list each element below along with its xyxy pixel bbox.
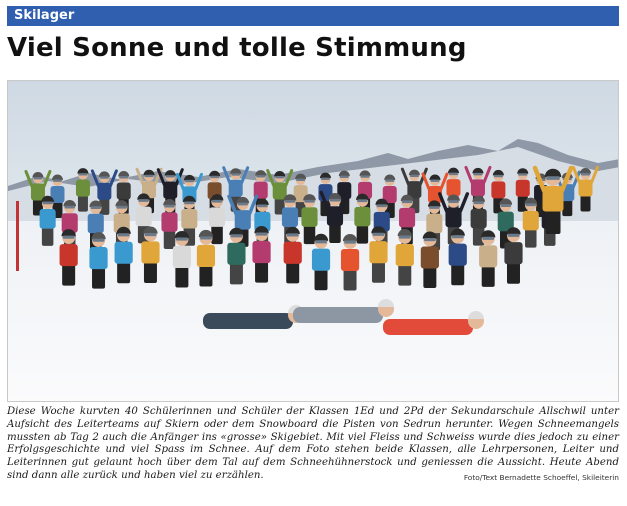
caption-text: Diese Woche kurvten 40 Schülerinnen und Schüler der Klassen 1Ed und 2Pd der Sekundarschule Allschwil unter Aufsicht des Leiterteams auf Skiern oder dem Snowboard die Pisten von Sedrun herunter. Wegen Schneemangels mussten ab Tag 2 auch die Anfänger ins «grosse» Skigebiet. Mit viel Fleiss und Schweiss wurde dies jedoch zu einer Erfolgsgeschichte und viel Spass im Schnee. Auf dem Foto stehen beide Klassen, alle Lehrpersonen, Leiter und Leiterinnen gut gelaunt hoch über dem Tal auf dem Schneehühnerstock und geniessen die Aussicht. Heute Abend sind dann alle zurück und haben viel zu erzählen. <box>7 406 619 481</box>
photo-left-pole <box>16 201 19 271</box>
photo-credit: Foto/Text Bernadette Schoeffel, Skileiterin <box>463 472 619 482</box>
section-label: Skilager <box>14 8 75 23</box>
section-bar <box>7 6 619 26</box>
article-caption <box>7 406 619 485</box>
group-photo <box>7 80 619 402</box>
article-headline: Viel Sonne und tolle Stimmung <box>7 33 467 63</box>
